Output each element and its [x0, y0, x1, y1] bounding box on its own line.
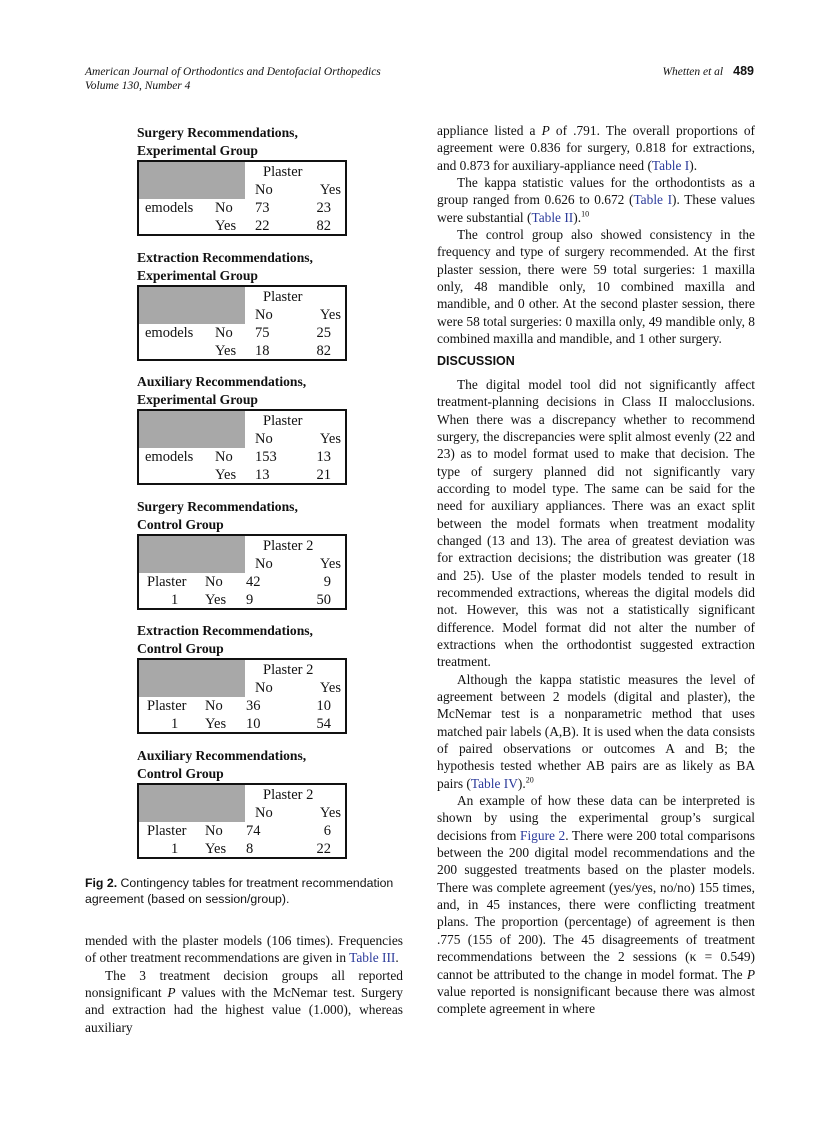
reference-superscript[interactable]: 10	[581, 209, 590, 219]
table-title-line1: Auxiliary Recommendations,	[137, 748, 307, 763]
row-label-yes: Yes	[215, 218, 237, 234]
table-title-line2: Control Group	[137, 516, 224, 535]
table-box	[137, 534, 347, 610]
cell-value: 74	[246, 823, 261, 839]
contingency-table	[137, 747, 347, 859]
table-title	[137, 373, 347, 410]
column-header: Plaster 2	[263, 537, 314, 554]
paragraph	[437, 671, 755, 792]
row-label-yes: Yes	[215, 342, 237, 359]
column-label-no: No	[255, 182, 273, 198]
caption-label: Fig 2.	[85, 876, 118, 890]
cell-value: 18	[255, 342, 270, 359]
row-header: emodels	[145, 449, 194, 466]
column-label-no: No	[255, 555, 273, 572]
cell-value: 25	[316, 324, 331, 341]
table-title-line1: Surgery Recommendations,	[137, 498, 298, 514]
table-shaded-corner	[139, 287, 245, 324]
row-label-yes: Yes	[215, 467, 237, 484]
row-header: Plaster	[147, 698, 187, 715]
column-label-no: No	[255, 680, 273, 697]
cell-value: 22	[316, 841, 331, 857]
row-label-yes: Yes	[205, 841, 227, 857]
table-title	[137, 249, 347, 286]
text-run: ).	[517, 775, 526, 791]
journal-title: American Journal of Orthodontics and Dentofacial Orthopedics	[85, 66, 381, 78]
paragraph	[437, 376, 755, 671]
column-label-yes: Yes	[319, 555, 341, 572]
cell-value: 82	[316, 218, 331, 234]
text-run: .	[395, 950, 399, 966]
paragraph	[437, 226, 755, 347]
italic-symbol: P	[167, 985, 176, 1001]
cross-reference-link[interactable]: Table III	[349, 950, 396, 966]
column-label-no: No	[255, 805, 273, 821]
table-title-line1: Extraction Recommendations,	[137, 249, 313, 265]
row-label-no: No	[215, 449, 233, 466]
column-header: Plaster 2	[263, 662, 314, 679]
text-run: The digital model tool did not significantly affect treatment-planning decisions in Class II malocclusions. When there was a discrepancy whether to recommend surgery, the discrepancies were split almost evenly (22 and 23) as to model format used to make that decision. The type of surgery planned did not significantly vary according to model type. The same can be said for the need for auxiliary appliances. There was an exact split between the model formats when treatment modality changed (13 and 13). The area of greatest deviation was for extraction decisions; the distribution was greater (18 and 25). Use of the plaster models tended to result in recommended extractions, whereas the digital models did not. However, this was not a statistically significant difference. Model format did not alter the number of extractions when the orthodontist suggested extraction treatment.	[437, 376, 755, 670]
text-run: values with the McNemar test. Surgery and extraction had the highest value (1.000), whereas auxiliary	[85, 985, 403, 1035]
caption-text: Contingency tables for treatment recommendation agreement (based on session/group).	[85, 876, 394, 906]
table-shaded-corner	[139, 785, 245, 822]
cell-value: 36	[246, 698, 261, 715]
text-run: mended with the plaster models (106 times). Frequencies of other treatment recommendations are given in	[85, 933, 403, 966]
row-header: Plaster	[147, 573, 187, 590]
journal-volume: Volume 130, Number 4	[85, 80, 191, 92]
text-run: of .791. The overall proportions of agreement were 0.836 for surgery, 0.818 for extractions, and 0.873 for auxiliary-appliance need (	[437, 123, 755, 173]
table-title-line1: Extraction Recommendations,	[137, 623, 313, 639]
contingency-table	[137, 498, 347, 610]
text-run: ).	[573, 209, 582, 225]
text-run: appliance listed a	[437, 123, 542, 138]
right-column-text	[437, 122, 755, 1018]
text-run: An example of how these data can be interpreted is shown by using the experimental group’s surgical decisions from	[437, 793, 755, 843]
column-header: Plaster	[263, 164, 303, 180]
cross-reference-link[interactable]: Table II	[531, 209, 574, 225]
table-box	[137, 658, 347, 734]
row-header-line2: 1	[171, 841, 179, 857]
column-label-no: No	[255, 431, 273, 448]
table-box	[137, 285, 347, 361]
table-title-line1: Auxiliary Recommendations,	[137, 374, 307, 390]
paragraph	[85, 967, 403, 1036]
cell-value: 73	[255, 200, 270, 216]
row-label-no: No	[215, 200, 233, 216]
row-header: emodels	[145, 324, 194, 341]
contingency-table	[137, 249, 347, 361]
row-label-no: No	[205, 823, 223, 839]
table-shaded-corner	[139, 660, 245, 697]
section-heading: DISCUSSION	[437, 354, 515, 369]
row-header-line2: 1	[171, 591, 179, 608]
text-run: ). These values were substantial (	[437, 192, 755, 225]
column-label-yes: Yes	[319, 805, 341, 821]
row-label-no: No	[205, 698, 223, 715]
cross-reference-link[interactable]: Table I	[633, 192, 673, 208]
cell-value: 54	[316, 716, 331, 733]
cross-reference-link[interactable]: Table I	[651, 157, 690, 173]
figure-caption	[85, 876, 405, 907]
cell-value: 10	[316, 698, 331, 715]
cell-value: 9	[323, 573, 331, 590]
column-label-yes: Yes	[319, 680, 341, 697]
column-label-yes: Yes	[319, 306, 341, 323]
table-title	[137, 124, 347, 161]
italic-symbol: P	[541, 123, 550, 138]
cell-value: 13	[316, 449, 331, 466]
table-title	[137, 498, 347, 535]
row-header: emodels	[145, 200, 194, 216]
reference-superscript[interactable]: 20	[525, 775, 534, 785]
cell-value: 6	[323, 823, 331, 839]
cell-value: 8	[246, 841, 254, 857]
row-label-yes: Yes	[205, 716, 227, 733]
column-header: Plaster	[263, 288, 303, 305]
cell-value: 82	[316, 342, 331, 359]
authors: Whetten et al	[662, 66, 724, 78]
table-box	[137, 783, 347, 859]
cell-value: 23	[316, 200, 331, 216]
cell-value: 21	[316, 467, 331, 484]
cell-value: 9	[246, 591, 254, 608]
paragraph	[437, 122, 755, 174]
contingency-table	[137, 124, 347, 236]
text-run: ).	[689, 157, 698, 173]
table-title-line2: Control Group	[137, 765, 224, 784]
column-header: Plaster 2	[263, 787, 314, 803]
paragraph	[437, 174, 755, 226]
page-number: 489	[733, 64, 754, 78]
paragraph	[437, 792, 755, 1017]
table-title	[137, 622, 347, 659]
table-title-line2: Experimental Group	[137, 142, 258, 161]
column-header: Plaster	[263, 413, 303, 430]
text-run: Although the kappa statistic measures the level of agreement between 2 models (digital and plaster), the McNemar test is a nonparametric method that uses matched pair labels (A,B). It is used when the data consists of paired observations or outcomes A and B; the hypothesis tested whether AB pairs are as likely as BA pairs (	[437, 671, 755, 791]
text-run: The 3 treatment decision groups all reported nonsignificant	[85, 967, 403, 1001]
row-label-yes: Yes	[205, 591, 227, 608]
table-shaded-corner	[139, 536, 245, 573]
text-run: The control group also showed consistency in the frequency and type of surgery recommended. At the first plaster session, there were 59 total surgeries: 1 maxilla only, 48 mandible only, 10 combined maxilla and mandible, and 0 other. At the second plaster session, there were 58 total surgeries: 0 maxilla only, 49 mandible only, 8 combined maxilla and mandible, and 1 other surgery.	[437, 227, 755, 347]
row-label-no: No	[205, 573, 223, 590]
text-run: . There were 200 total comparisons between the 200 digital model recommendations and the 200 suggested treatments based on the plaster models. There was complete agreement (yes/yes, no/no) 155 times, and, in 45 instances, there were conflicting treatment plans. The proportion (percentage) of agreement is then .775 (155 of 200). The 45 disagreements of treatment recommendations between the 2 sessions (κ = 0.549) cannot be attributed to the change in model format. The	[437, 827, 756, 982]
contingency-table	[137, 373, 347, 485]
cell-value: 13	[255, 467, 270, 484]
cell-value: 50	[316, 591, 331, 608]
contingency-table	[137, 622, 347, 734]
row-header: Plaster	[147, 823, 187, 839]
cell-value: 10	[246, 716, 261, 733]
cell-value: 42	[246, 573, 261, 590]
text-run: value reported is nonsignificant because there was almost complete agreement in where	[437, 983, 755, 1017]
cell-value: 22	[255, 218, 270, 234]
running-header-left	[85, 65, 381, 93]
table-shaded-corner	[139, 162, 245, 199]
table-title-line2: Control Group	[137, 640, 224, 659]
table-title-line1: Surgery Recommendations,	[137, 125, 298, 140]
table-title-line2: Experimental Group	[137, 267, 258, 286]
table-title	[137, 747, 347, 784]
cross-reference-link[interactable]: Table IV	[470, 775, 518, 791]
row-label-no: No	[215, 324, 233, 341]
italic-symbol: P	[746, 966, 755, 982]
cell-value: 75	[255, 324, 270, 341]
running-header-right	[662, 64, 754, 79]
column-label-yes: Yes	[319, 182, 341, 198]
table-shaded-corner	[139, 411, 245, 448]
text-run: The kappa statistic values for the orthodontists as a group ranged from 0.626 to 0.672 (	[437, 175, 755, 208]
table-box	[137, 409, 347, 485]
column-label-no: No	[255, 306, 273, 323]
table-title-line2: Experimental Group	[137, 391, 258, 410]
cell-value: 153	[255, 449, 277, 466]
paragraph	[85, 932, 403, 967]
table-box	[137, 160, 347, 236]
row-header-line2: 1	[171, 716, 179, 733]
column-label-yes: Yes	[319, 431, 341, 448]
cross-reference-link[interactable]: Figure 2	[520, 827, 566, 843]
left-column-text	[85, 932, 403, 1036]
